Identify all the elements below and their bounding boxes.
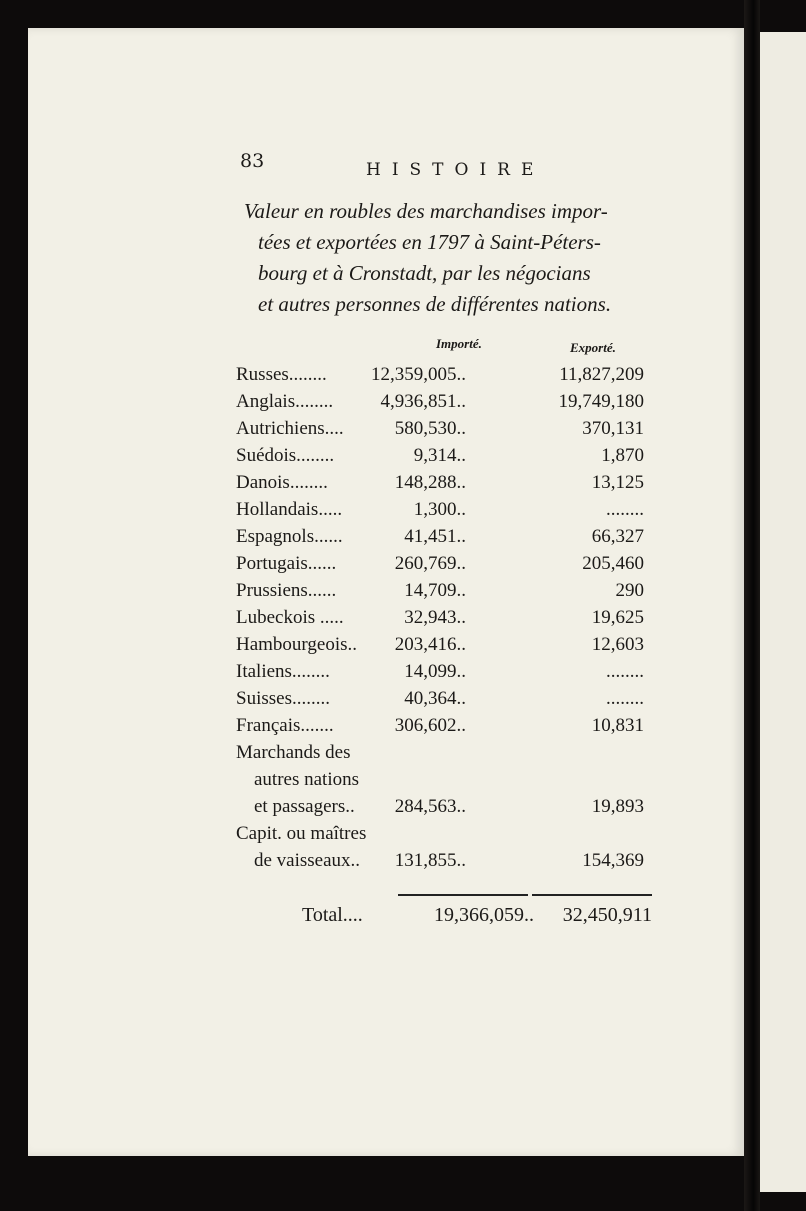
table-row <box>28 499 744 526</box>
table-row <box>28 472 744 499</box>
table-row <box>28 823 744 850</box>
exported-value: 66,327 <box>591 526 644 547</box>
table-row <box>28 580 744 607</box>
table-row <box>28 796 744 823</box>
nation-name: Marchands des <box>236 742 351 763</box>
table-row <box>28 715 744 742</box>
table-row <box>28 742 744 769</box>
nation-name: et passagers.. <box>254 796 355 817</box>
imported-total-rule <box>398 894 528 896</box>
exported-value: ........ <box>606 688 644 709</box>
nation-name: Suisses........ <box>236 688 330 709</box>
exported-value: 10,831 <box>591 715 644 736</box>
exported-value: 19,893 <box>591 796 644 817</box>
caption-line: bourg et à Cronstadt, par les négocians <box>258 261 591 285</box>
imported-value: 12,359,005.. <box>371 364 466 385</box>
table-row <box>28 634 744 661</box>
nation-name: Hambourgeois.. <box>236 634 358 655</box>
table-row <box>28 445 744 472</box>
imported-value: 40,364.. <box>404 688 466 709</box>
exported-total-rule <box>532 894 652 896</box>
exported-value: 205,460 <box>582 553 644 574</box>
exported-value: 12,603 <box>591 634 644 655</box>
header-exported: Exporté. <box>570 340 616 355</box>
book-spine <box>744 0 760 1211</box>
total-exported: 32,450,911 <box>562 904 652 926</box>
imported-value: 14,709.. <box>404 580 466 601</box>
nation-name: Anglais........ <box>236 391 334 412</box>
imported-value: 1,300.. <box>413 499 466 520</box>
nation-name: Français....... <box>236 715 334 736</box>
nation-name: Capit. ou maîtres <box>236 823 367 844</box>
caption-line: tées et exportées en 1797 à Saint-Péters- <box>258 230 601 254</box>
total-row <box>28 904 744 931</box>
nation-name: Portugais...... <box>236 553 337 574</box>
imported-value: 14,099.. <box>404 661 466 682</box>
nation-name: Russes........ <box>236 364 327 385</box>
table-row <box>28 769 744 796</box>
table-row <box>28 850 744 877</box>
nation-name: Italiens........ <box>236 661 330 682</box>
nation-name: Danois........ <box>236 472 328 493</box>
imported-value: 260,769.. <box>394 553 466 574</box>
book-page <box>28 28 744 1156</box>
imported-value: 284,563.. <box>394 796 466 817</box>
running-head: HISTOIRE <box>366 160 545 180</box>
table-row <box>28 607 744 634</box>
table-row <box>28 526 744 553</box>
nation-name: Autrichiens.... <box>236 418 344 439</box>
exported-value: ........ <box>606 661 644 682</box>
total-label: Total.... <box>302 904 363 926</box>
exported-value: 290 <box>615 580 644 601</box>
nation-name: Espagnols...... <box>236 526 343 547</box>
exported-value: 1,870 <box>601 445 644 466</box>
nation-name: Suédois........ <box>236 445 335 466</box>
imported-value: 203,416.. <box>394 634 466 655</box>
caption-line: et autres personnes de différentes nations. <box>258 292 612 316</box>
table-row <box>28 553 744 580</box>
table-row <box>28 688 744 715</box>
imported-value: 4,936,851.. <box>380 391 466 412</box>
page-number: 83 <box>240 150 265 172</box>
header-imported: Importé. <box>436 336 482 351</box>
imported-value: 306,602.. <box>394 715 466 736</box>
exported-value: 154,369 <box>582 850 644 871</box>
table-row <box>28 418 744 445</box>
imported-value: 9,314.. <box>413 445 466 466</box>
nation-name: de vaisseaux.. <box>254 850 361 871</box>
nation-name: Lubeckois ..... <box>236 607 344 628</box>
total-imported: 19,366,059.. <box>434 904 534 926</box>
caption-line: Valeur en roubles des marchandises impor- <box>244 199 608 223</box>
imported-value: 148,288.. <box>394 472 466 493</box>
table-row <box>28 661 744 688</box>
imported-value: 32,943.. <box>404 607 466 628</box>
nation-name: autres nations <box>254 769 360 790</box>
exported-value: 11,827,209 <box>559 364 644 385</box>
adjacent-page-edge <box>760 32 806 1192</box>
imported-value: 580,530.. <box>394 418 466 439</box>
table-row <box>28 391 744 418</box>
imported-value: 131,855.. <box>394 850 466 871</box>
exported-value: 13,125 <box>591 472 644 493</box>
nation-name: Prussiens...... <box>236 580 337 601</box>
imported-value: 41,451.. <box>404 526 466 547</box>
table-row <box>28 364 744 391</box>
exported-value: 370,131 <box>582 418 644 439</box>
exported-value: 19,749,180 <box>558 391 644 412</box>
table-caption <box>244 196 674 320</box>
exported-value: ........ <box>606 499 644 520</box>
nation-name: Hollandais..... <box>236 499 343 520</box>
exported-value: 19,625 <box>591 607 644 628</box>
